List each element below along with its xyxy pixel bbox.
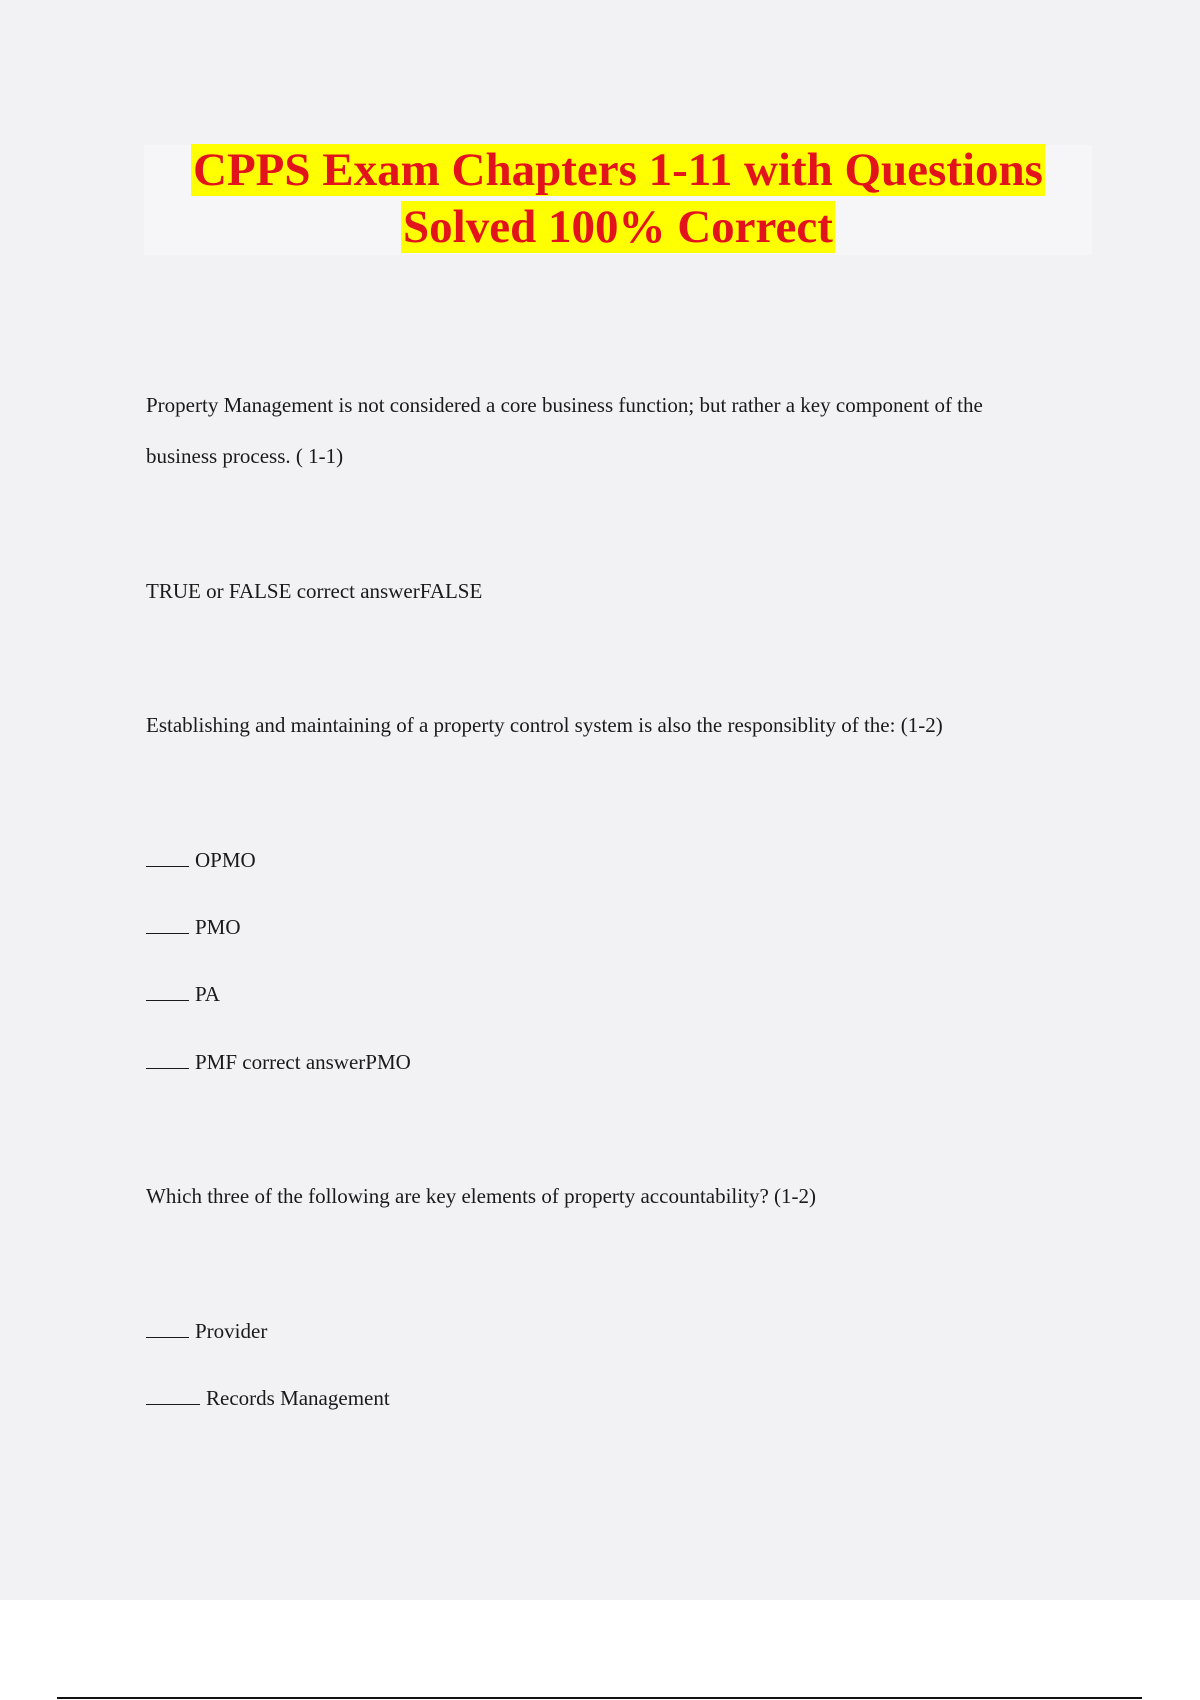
answer-blank (146, 1317, 189, 1338)
question-2-option: PMF correct answerPMO (146, 1048, 411, 1075)
title-block (144, 145, 1092, 255)
question-3-text: Which three of the following are key elements of property accountability? (1-2) (146, 1184, 816, 1208)
question-2-text: Establishing and maintaining of a property control system is also the responsiblity of the: (1-2) (146, 713, 943, 737)
question-2-option: OPMO (146, 846, 256, 873)
question-2-option: PMO (146, 913, 241, 940)
answer-blank (146, 846, 189, 867)
answer-blank (146, 980, 189, 1001)
answer-blank (146, 1384, 200, 1405)
footer-divider (57, 1697, 1142, 1699)
question-1-answer: TRUE or FALSE correct answerFALSE (146, 579, 483, 603)
question-2-option: PA (146, 980, 220, 1007)
answer-blank (146, 913, 189, 934)
document-title-line-2: Solved 100% Correct (403, 201, 833, 253)
question-1-text-line-2: business process. ( 1-1) (146, 444, 344, 468)
answer-blank (146, 1048, 189, 1069)
question-1-text-line-1: Property Management is not considered a core business function; but rather a key component of the (146, 393, 983, 417)
question-3-option: Provider (146, 1317, 267, 1344)
question-3-option: Records Management (146, 1384, 390, 1411)
document-title-line-1: CPPS Exam Chapters 1-11 with Questions (193, 144, 1043, 196)
